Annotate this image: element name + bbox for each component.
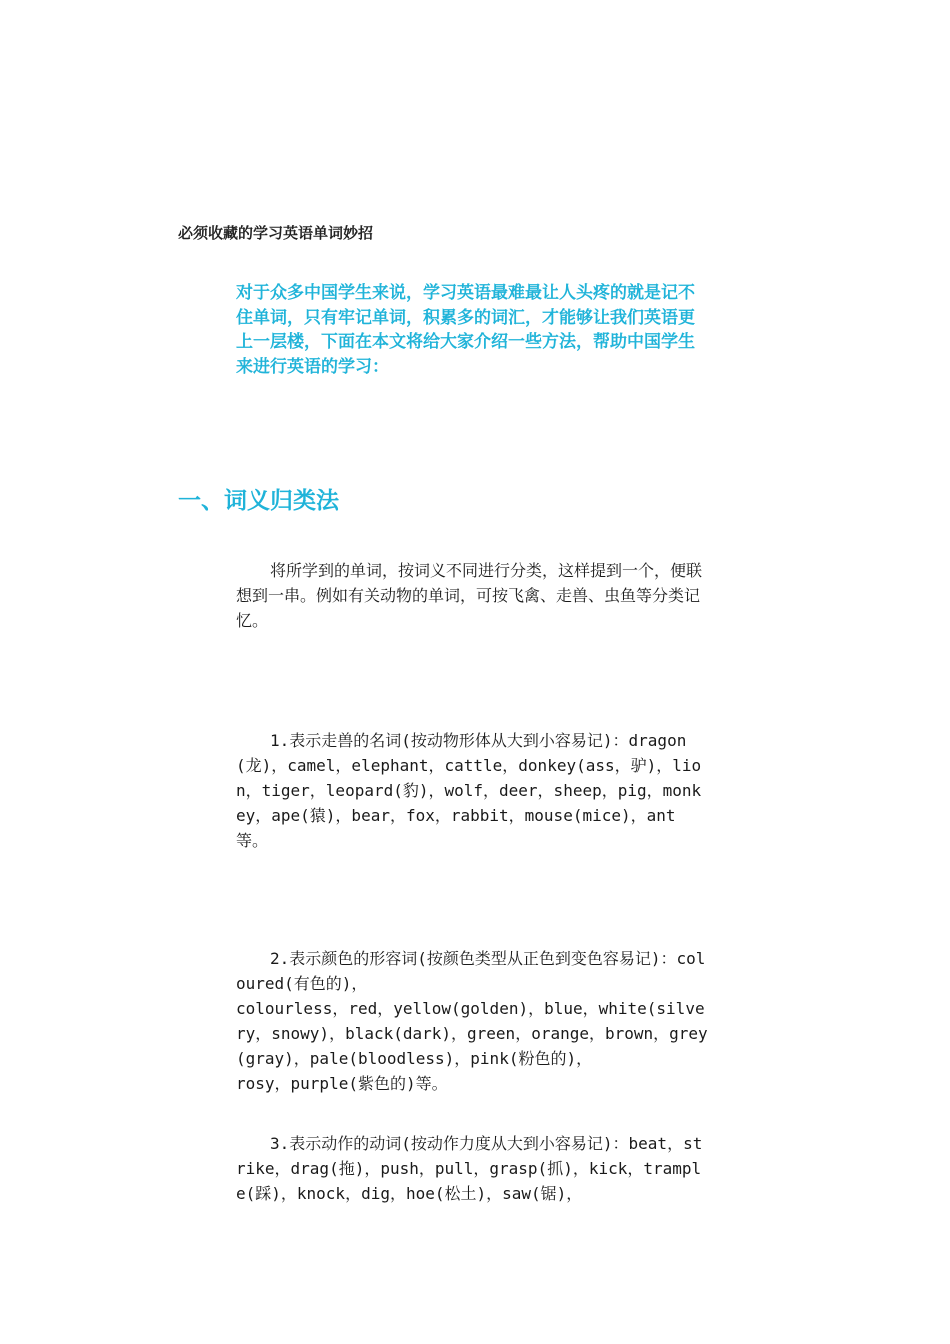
document-title: 必须收藏的学习英语单词妙招 bbox=[178, 224, 374, 242]
intro-paragraph: 对于众多中国学生来说，学习英语最难最让人头疼的就是记不住单词，只有牢记单词，积累多的词汇，才能够让我们英语更上一层楼，下面在本文将给大家介绍一些方法，帮助中国学生来进行英语的学习： bbox=[236, 283, 695, 377]
paragraph-text: 2.表示颜色的形容词(按颜色类型从正色到变色容易记)：coloured(有色的)， bbox=[236, 949, 706, 993]
paragraph-text: 3.表示动作的动词(按动作力度从大到小容易记)：beat，strike，drag(拖)，push，pull，grasp(抓)，kick，trample(踩)，knock，dig，hoe(松土)，saw(锯)， bbox=[236, 1134, 703, 1203]
section-heading: 一、词义归类法 bbox=[178, 488, 339, 514]
paragraph-line: rosy，purple(紫色的)等。 bbox=[236, 1074, 448, 1093]
paragraph-colours bbox=[236, 946, 708, 1096]
paragraph-line bbox=[236, 946, 708, 996]
paragraph-animals bbox=[236, 728, 708, 853]
paragraph-text: 1.表示走兽的名词(按动物形体从大到小容易记)：dragon(龙)，camel，elephant，cattle，donkey(ass，驴)，lion，tiger，leopard(豹)，wolf，deer，sheep，pig，monkey，ape(猿)，bear，fox，rabbit，mouse(mice)，ant 等。 bbox=[236, 731, 702, 850]
paragraph-actions bbox=[236, 1131, 708, 1206]
paragraph-text: 将所学到的单词，按词义不同进行分类，这样提到一个，便联想到一串。例如有关动物的单词，可按飞禽、走兽、虫鱼等分类记忆。 bbox=[236, 561, 703, 630]
paragraph-classification bbox=[236, 558, 708, 633]
paragraph-line: colourless，red，yellow(golden)，blue，white(silvery，snowy)，black(dark)，green，orange，brown，grey(gray)，pale(bloodless)，pink(粉色的)， bbox=[236, 999, 708, 1068]
